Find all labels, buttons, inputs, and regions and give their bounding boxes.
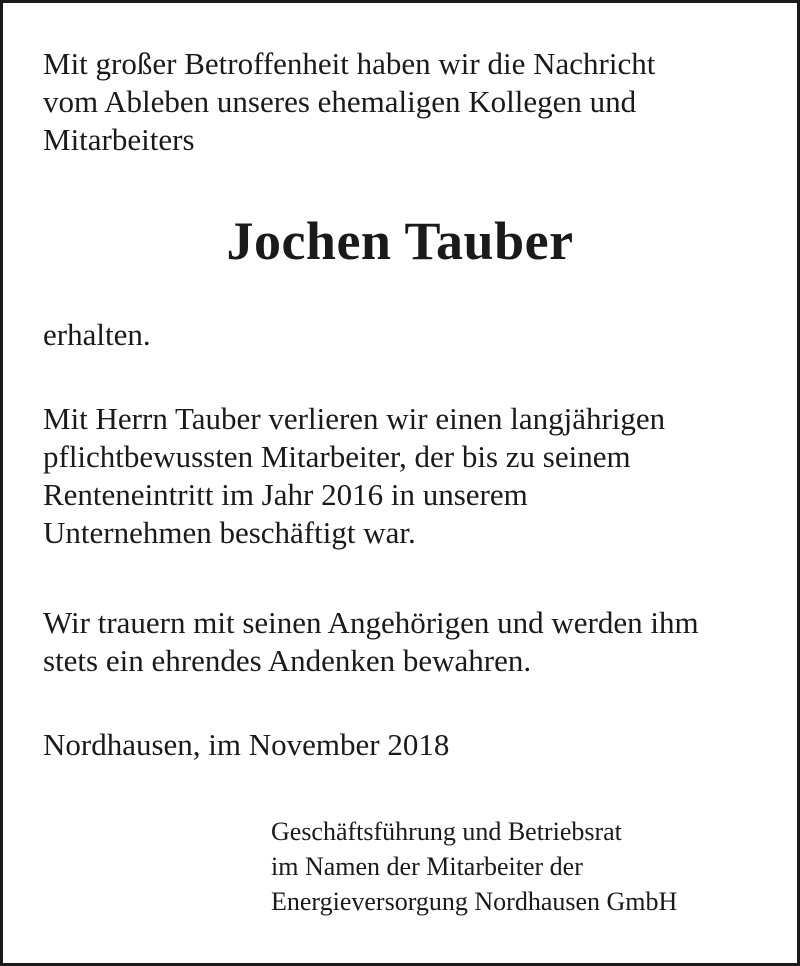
signature-line: im Namen der Mitarbeiter der — [271, 852, 583, 881]
intro-line: Mitarbeiters — [43, 122, 195, 157]
condolence-line: stets ein ehrendes Andenken bewahren. — [43, 643, 532, 678]
intro-paragraph — [43, 45, 783, 159]
condolence-line: Wir trauern mit seinen Angehörigen und werden ihm — [43, 605, 699, 640]
signature-line: Energieversorgung Nordhausen GmbH — [271, 887, 678, 916]
intro-line: Mit großer Betroffenheit haben wir die Nachricht — [43, 46, 656, 81]
place-date: Nordhausen, im November 2018 — [43, 727, 450, 762]
condolence-paragraph — [43, 604, 783, 680]
intro-line: vom Ableben unseres ehemaligen Kollegen und — [43, 84, 637, 119]
tribute-line: Renteneintritt im Jahr 2016 in unserem — [43, 477, 528, 512]
received-text: erhalten. — [43, 317, 151, 352]
tribute-line: pflichtbewussten Mitarbeiter, der bis zu seinem — [43, 439, 631, 474]
signature-block — [271, 814, 771, 919]
signature-line: Geschäftsführung und Betriebsrat — [271, 817, 622, 846]
tribute-paragraph — [43, 400, 783, 552]
deceased-name: Jochen Tauber — [226, 211, 574, 271]
tribute-line: Unternehmen beschäftigt war. — [43, 515, 416, 550]
tribute-line: Mit Herrn Tauber verlieren wir einen langjährigen — [43, 401, 666, 436]
